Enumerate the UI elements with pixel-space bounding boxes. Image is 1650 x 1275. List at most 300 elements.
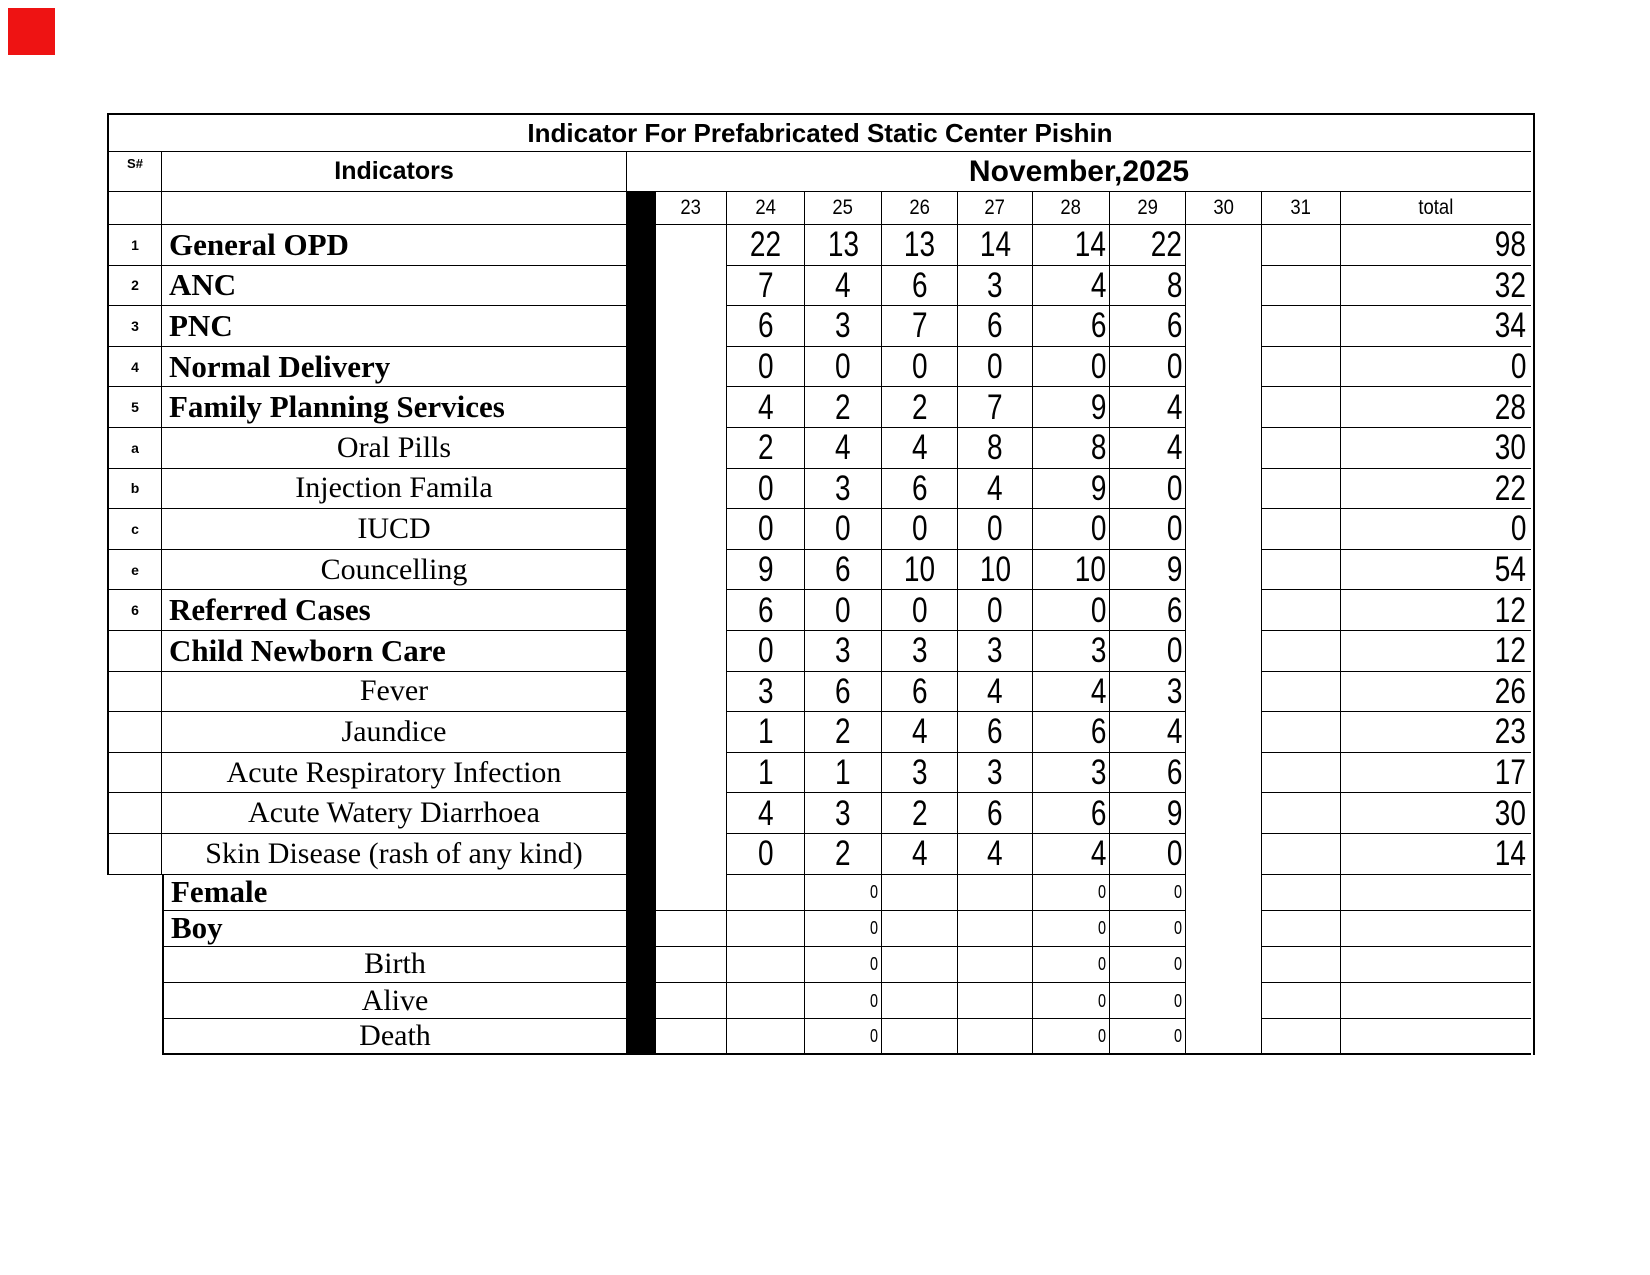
value-cell: 4 bbox=[1033, 266, 1110, 307]
value-cell: 0 bbox=[1110, 631, 1186, 672]
day-header: 23 bbox=[656, 192, 727, 225]
empty-cell bbox=[656, 793, 727, 834]
total-cell: 28 bbox=[1341, 387, 1531, 428]
empty-cell bbox=[1186, 306, 1262, 347]
value-cell: 3 bbox=[882, 631, 958, 672]
value-cell: 4 bbox=[727, 387, 805, 428]
value-cell: 6 bbox=[882, 469, 958, 510]
table-row bbox=[107, 509, 1531, 550]
empty-cell bbox=[656, 834, 727, 875]
total-cell: 0 bbox=[1341, 509, 1531, 550]
value-cell: 6 bbox=[958, 712, 1033, 753]
value-cell: 10 bbox=[1033, 550, 1110, 591]
value-cell: 3 bbox=[1033, 753, 1110, 794]
value-cell: 8 bbox=[1110, 266, 1186, 307]
empty-cell bbox=[1262, 306, 1341, 347]
empty-cell bbox=[1186, 347, 1262, 388]
value-cell: 1 bbox=[727, 753, 805, 794]
row-serial: e bbox=[107, 550, 162, 591]
value-cell: 8 bbox=[958, 428, 1033, 469]
total-cell bbox=[1341, 875, 1531, 911]
empty-cell bbox=[656, 947, 727, 983]
value-cell: 6 bbox=[805, 672, 882, 713]
value-cell: 6 bbox=[1033, 793, 1110, 834]
day-header: 31 bbox=[1262, 192, 1341, 225]
value-cell: 0 bbox=[1110, 509, 1186, 550]
black-bar bbox=[627, 266, 656, 307]
total-header: total bbox=[1341, 192, 1531, 225]
value-cell: 6 bbox=[1033, 712, 1110, 753]
value-cell: 4 bbox=[882, 834, 958, 875]
value-cell: 0 bbox=[1033, 875, 1110, 911]
empty-cell bbox=[1262, 469, 1341, 510]
total-cell: 34 bbox=[1341, 306, 1531, 347]
value-cell bbox=[958, 875, 1033, 911]
spacer bbox=[107, 911, 162, 947]
empty-cell bbox=[1186, 672, 1262, 713]
day-header: 27 bbox=[958, 192, 1033, 225]
value-cell: 6 bbox=[1110, 306, 1186, 347]
empty-cell bbox=[1186, 550, 1262, 591]
empty-cell bbox=[1186, 225, 1262, 266]
row-serial: b bbox=[107, 469, 162, 510]
empty-cell bbox=[1262, 428, 1341, 469]
empty-cell bbox=[1262, 983, 1341, 1019]
empty-cell bbox=[1262, 225, 1341, 266]
value-cell: 0 bbox=[1110, 834, 1186, 875]
total-cell: 54 bbox=[1341, 550, 1531, 591]
empty-cell bbox=[1262, 712, 1341, 753]
row-serial bbox=[107, 631, 162, 672]
empty-cell bbox=[1262, 266, 1341, 307]
value-cell: 4 bbox=[1110, 712, 1186, 753]
value-cell: 0 bbox=[805, 347, 882, 388]
table-row bbox=[107, 428, 1531, 469]
empty-cell bbox=[1262, 631, 1341, 672]
empty-cell bbox=[656, 225, 727, 266]
value-cell: 0 bbox=[1033, 509, 1110, 550]
value-cell: 3 bbox=[805, 306, 882, 347]
table-row bbox=[107, 712, 1531, 753]
value-cell: 9 bbox=[727, 550, 805, 591]
value-cell: 0 bbox=[727, 834, 805, 875]
empty-cell bbox=[1262, 550, 1341, 591]
table-row bbox=[107, 631, 1531, 672]
value-cell: 3 bbox=[805, 793, 882, 834]
black-bar bbox=[627, 192, 656, 225]
empty-cell bbox=[1186, 947, 1262, 983]
value-cell: 3 bbox=[805, 631, 882, 672]
table-row bbox=[107, 947, 1531, 983]
row-serial bbox=[107, 712, 162, 753]
empty-cell bbox=[656, 550, 727, 591]
value-cell: 13 bbox=[882, 225, 958, 266]
black-bar bbox=[627, 225, 656, 266]
indicator-label: IUCD bbox=[162, 509, 627, 550]
row-serial: a bbox=[107, 428, 162, 469]
indicator-label: Birth bbox=[162, 947, 627, 983]
row-serial bbox=[107, 834, 162, 875]
value-cell: 3 bbox=[1110, 672, 1186, 713]
day-header: 25 bbox=[805, 192, 882, 225]
total-cell: 30 bbox=[1341, 428, 1531, 469]
value-cell: 2 bbox=[805, 712, 882, 753]
total-cell: 30 bbox=[1341, 793, 1531, 834]
value-cell: 6 bbox=[1110, 590, 1186, 631]
black-bar bbox=[627, 509, 656, 550]
value-cell: 6 bbox=[882, 672, 958, 713]
value-cell: 6 bbox=[727, 590, 805, 631]
empty-cell bbox=[1262, 834, 1341, 875]
row-serial bbox=[107, 793, 162, 834]
value-cell: 3 bbox=[958, 266, 1033, 307]
empty-cell bbox=[1186, 1019, 1262, 1055]
black-bar bbox=[627, 793, 656, 834]
value-cell: 6 bbox=[958, 306, 1033, 347]
value-cell: 0 bbox=[805, 875, 882, 911]
empty-cell bbox=[656, 509, 727, 550]
value-cell: 6 bbox=[1033, 306, 1110, 347]
value-cell: 9 bbox=[1033, 469, 1110, 510]
black-bar bbox=[627, 911, 656, 947]
indicators-header: Indicators bbox=[162, 152, 627, 192]
value-cell bbox=[727, 983, 805, 1019]
value-cell bbox=[882, 911, 958, 947]
value-cell: 0 bbox=[727, 347, 805, 388]
row-serial: 5 bbox=[107, 387, 162, 428]
value-cell: 0 bbox=[882, 347, 958, 388]
empty-cell bbox=[107, 192, 162, 225]
indicator-label: Family Planning Services bbox=[162, 387, 627, 428]
table-row bbox=[107, 550, 1531, 591]
spacer bbox=[107, 875, 162, 911]
value-cell: 0 bbox=[1110, 347, 1186, 388]
black-bar bbox=[627, 753, 656, 794]
row-serial: 4 bbox=[107, 347, 162, 388]
indicator-label: Injection Famila bbox=[162, 469, 627, 510]
spacer bbox=[107, 947, 162, 983]
value-cell: 7 bbox=[727, 266, 805, 307]
value-cell bbox=[727, 947, 805, 983]
table-row bbox=[107, 793, 1531, 834]
table-row bbox=[107, 347, 1531, 388]
black-bar bbox=[627, 469, 656, 510]
value-cell: 3 bbox=[882, 753, 958, 794]
value-cell bbox=[882, 875, 958, 911]
row-serial: 1 bbox=[107, 225, 162, 266]
black-bar bbox=[627, 428, 656, 469]
value-cell: 0 bbox=[1033, 1019, 1110, 1055]
value-cell: 0 bbox=[1033, 947, 1110, 983]
indicator-label: Fever bbox=[162, 672, 627, 713]
empty-cell bbox=[656, 306, 727, 347]
value-cell: 13 bbox=[805, 225, 882, 266]
table-row bbox=[107, 753, 1531, 794]
black-bar bbox=[627, 347, 656, 388]
black-bar bbox=[627, 631, 656, 672]
indicator-label: Boy bbox=[162, 911, 627, 947]
month-header: November,2025 bbox=[627, 152, 1531, 192]
indicator-label: Councelling bbox=[162, 550, 627, 591]
empty-cell bbox=[1186, 983, 1262, 1019]
empty-cell bbox=[1262, 387, 1341, 428]
table-row bbox=[107, 266, 1531, 307]
row-serial: 3 bbox=[107, 306, 162, 347]
empty-cell bbox=[656, 428, 727, 469]
serial-header: S# bbox=[107, 152, 162, 192]
empty-cell bbox=[1186, 875, 1262, 911]
value-cell: 2 bbox=[882, 387, 958, 428]
black-bar bbox=[627, 387, 656, 428]
value-cell: 0 bbox=[805, 590, 882, 631]
empty-cell bbox=[656, 672, 727, 713]
total-cell: 14 bbox=[1341, 834, 1531, 875]
black-bar bbox=[627, 875, 656, 911]
value-cell bbox=[958, 983, 1033, 1019]
value-cell: 3 bbox=[727, 672, 805, 713]
row-serial: 6 bbox=[107, 590, 162, 631]
value-cell: 4 bbox=[958, 672, 1033, 713]
value-cell: 9 bbox=[1110, 550, 1186, 591]
value-cell: 0 bbox=[1033, 983, 1110, 1019]
value-cell: 0 bbox=[805, 509, 882, 550]
value-cell: 6 bbox=[805, 550, 882, 591]
black-bar bbox=[627, 550, 656, 591]
value-cell: 0 bbox=[727, 631, 805, 672]
value-cell: 10 bbox=[882, 550, 958, 591]
empty-cell bbox=[1262, 947, 1341, 983]
empty-cell bbox=[1186, 509, 1262, 550]
indicator-label: Death bbox=[162, 1019, 627, 1055]
total-cell bbox=[1341, 947, 1531, 983]
spacer bbox=[107, 983, 162, 1019]
value-cell: 0 bbox=[1033, 590, 1110, 631]
value-cell: 0 bbox=[727, 509, 805, 550]
empty-cell bbox=[656, 469, 727, 510]
indicator-table bbox=[107, 113, 1535, 1055]
value-cell bbox=[882, 1019, 958, 1055]
total-cell: 26 bbox=[1341, 672, 1531, 713]
value-cell: 14 bbox=[1033, 225, 1110, 266]
value-cell: 2 bbox=[727, 428, 805, 469]
table-row bbox=[107, 834, 1531, 875]
title-row bbox=[107, 115, 1531, 152]
total-cell: 0 bbox=[1341, 347, 1531, 388]
empty-cell bbox=[1262, 753, 1341, 794]
value-cell: 0 bbox=[727, 469, 805, 510]
spacer bbox=[107, 1019, 162, 1055]
empty-cell bbox=[1186, 266, 1262, 307]
value-cell bbox=[727, 875, 805, 911]
value-cell: 0 bbox=[958, 347, 1033, 388]
value-cell: 4 bbox=[882, 712, 958, 753]
indicator-label: PNC bbox=[162, 306, 627, 347]
table-row bbox=[107, 875, 1531, 911]
value-cell: 4 bbox=[805, 266, 882, 307]
value-cell: 0 bbox=[1110, 1019, 1186, 1055]
indicator-label: Jaundice bbox=[162, 712, 627, 753]
value-cell: 9 bbox=[1110, 793, 1186, 834]
value-cell: 4 bbox=[958, 834, 1033, 875]
value-cell: 4 bbox=[1033, 834, 1110, 875]
value-cell: 4 bbox=[727, 793, 805, 834]
header-row bbox=[107, 152, 1531, 192]
row-serial: 2 bbox=[107, 266, 162, 307]
value-cell: 4 bbox=[1110, 387, 1186, 428]
value-cell bbox=[882, 947, 958, 983]
indicator-label: ANC bbox=[162, 266, 627, 307]
value-cell: 7 bbox=[958, 387, 1033, 428]
red-square-marker bbox=[8, 8, 55, 55]
indicator-label: Female bbox=[162, 875, 627, 911]
value-cell: 14 bbox=[958, 225, 1033, 266]
row-serial: c bbox=[107, 509, 162, 550]
black-bar bbox=[627, 672, 656, 713]
value-cell: 0 bbox=[882, 590, 958, 631]
empty-cell bbox=[1186, 793, 1262, 834]
indicator-label: Acute Respiratory Infection bbox=[162, 753, 627, 794]
value-cell: 0 bbox=[805, 947, 882, 983]
value-cell: 3 bbox=[958, 631, 1033, 672]
empty-cell bbox=[1262, 509, 1341, 550]
table-row bbox=[107, 387, 1531, 428]
total-cell: 12 bbox=[1341, 631, 1531, 672]
black-bar bbox=[627, 306, 656, 347]
indicator-label: Normal Delivery bbox=[162, 347, 627, 388]
empty-cell bbox=[656, 875, 727, 911]
value-cell: 0 bbox=[882, 509, 958, 550]
value-cell: 22 bbox=[727, 225, 805, 266]
indicator-label: General OPD bbox=[162, 225, 627, 266]
empty-cell bbox=[1186, 590, 1262, 631]
total-cell: 17 bbox=[1341, 753, 1531, 794]
empty-cell bbox=[656, 712, 727, 753]
value-cell: 10 bbox=[958, 550, 1033, 591]
value-cell: 6 bbox=[1110, 753, 1186, 794]
value-cell: 4 bbox=[1110, 428, 1186, 469]
row-serial bbox=[107, 753, 162, 794]
total-cell: 23 bbox=[1341, 712, 1531, 753]
empty-cell bbox=[1186, 428, 1262, 469]
empty-cell bbox=[1186, 631, 1262, 672]
black-bar bbox=[627, 1019, 656, 1055]
black-bar bbox=[627, 983, 656, 1019]
page-title: Indicator For Prefabricated Static Center Pishin bbox=[107, 115, 1531, 152]
empty-cell bbox=[1186, 753, 1262, 794]
day-header: 29 bbox=[1110, 192, 1186, 225]
value-cell: 2 bbox=[882, 793, 958, 834]
total-cell: 98 bbox=[1341, 225, 1531, 266]
table-row bbox=[107, 672, 1531, 713]
total-cell bbox=[1341, 911, 1531, 947]
value-cell: 0 bbox=[1110, 875, 1186, 911]
black-bar bbox=[627, 590, 656, 631]
empty-cell bbox=[1262, 590, 1341, 631]
value-cell: 0 bbox=[1110, 947, 1186, 983]
empty-cell bbox=[656, 387, 727, 428]
black-bar bbox=[627, 834, 656, 875]
value-cell: 4 bbox=[958, 469, 1033, 510]
indicator-label: Oral Pills bbox=[162, 428, 627, 469]
total-cell bbox=[1341, 983, 1531, 1019]
empty-cell bbox=[656, 911, 727, 947]
value-cell: 6 bbox=[958, 793, 1033, 834]
indicator-label: Skin Disease (rash of any kind) bbox=[162, 834, 627, 875]
empty-cell bbox=[656, 631, 727, 672]
total-cell: 32 bbox=[1341, 266, 1531, 307]
total-cell: 12 bbox=[1341, 590, 1531, 631]
value-cell: 7 bbox=[882, 306, 958, 347]
table-row bbox=[107, 983, 1531, 1019]
black-bar bbox=[627, 712, 656, 753]
empty-cell bbox=[1186, 387, 1262, 428]
value-cell: 3 bbox=[958, 753, 1033, 794]
table-row bbox=[107, 306, 1531, 347]
value-cell: 1 bbox=[805, 753, 882, 794]
table-row bbox=[107, 469, 1531, 510]
value-cell: 0 bbox=[958, 509, 1033, 550]
value-cell: 0 bbox=[1110, 983, 1186, 1019]
value-cell bbox=[958, 1019, 1033, 1055]
empty-cell bbox=[1262, 1019, 1341, 1055]
empty-cell bbox=[1262, 672, 1341, 713]
value-cell: 2 bbox=[805, 834, 882, 875]
day-header: 30 bbox=[1186, 192, 1262, 225]
value-cell: 3 bbox=[805, 469, 882, 510]
value-cell bbox=[727, 911, 805, 947]
black-bar bbox=[627, 947, 656, 983]
empty-cell bbox=[656, 753, 727, 794]
value-cell: 0 bbox=[958, 590, 1033, 631]
empty-cell bbox=[1186, 834, 1262, 875]
value-cell: 6 bbox=[882, 266, 958, 307]
value-cell: 0 bbox=[1110, 911, 1186, 947]
value-cell: 2 bbox=[805, 387, 882, 428]
table-row bbox=[107, 590, 1531, 631]
empty-cell bbox=[1262, 875, 1341, 911]
value-cell: 0 bbox=[1033, 347, 1110, 388]
value-cell: 1 bbox=[727, 712, 805, 753]
value-cell: 4 bbox=[882, 428, 958, 469]
day-header: 28 bbox=[1033, 192, 1110, 225]
value-cell: 22 bbox=[1110, 225, 1186, 266]
value-cell bbox=[958, 911, 1033, 947]
empty-cell bbox=[656, 347, 727, 388]
empty-cell bbox=[656, 983, 727, 1019]
day-header: 26 bbox=[882, 192, 958, 225]
date-header-row bbox=[107, 192, 1531, 225]
total-cell bbox=[1341, 1019, 1531, 1055]
value-cell bbox=[882, 983, 958, 1019]
empty-cell bbox=[656, 266, 727, 307]
value-cell: 0 bbox=[1110, 469, 1186, 510]
indicator-label: Acute Watery Diarrhoea bbox=[162, 793, 627, 834]
value-cell: 4 bbox=[1033, 672, 1110, 713]
day-header: 24 bbox=[727, 192, 805, 225]
table-row bbox=[107, 911, 1531, 947]
empty-cell bbox=[1186, 712, 1262, 753]
empty-cell bbox=[1262, 793, 1341, 834]
empty-cell bbox=[1186, 911, 1262, 947]
value-cell: 9 bbox=[1033, 387, 1110, 428]
value-cell: 8 bbox=[1033, 428, 1110, 469]
value-cell: 0 bbox=[1033, 911, 1110, 947]
value-cell: 3 bbox=[1033, 631, 1110, 672]
row-serial bbox=[107, 672, 162, 713]
indicator-label: Alive bbox=[162, 983, 627, 1019]
total-cell: 22 bbox=[1341, 469, 1531, 510]
value-cell bbox=[727, 1019, 805, 1055]
